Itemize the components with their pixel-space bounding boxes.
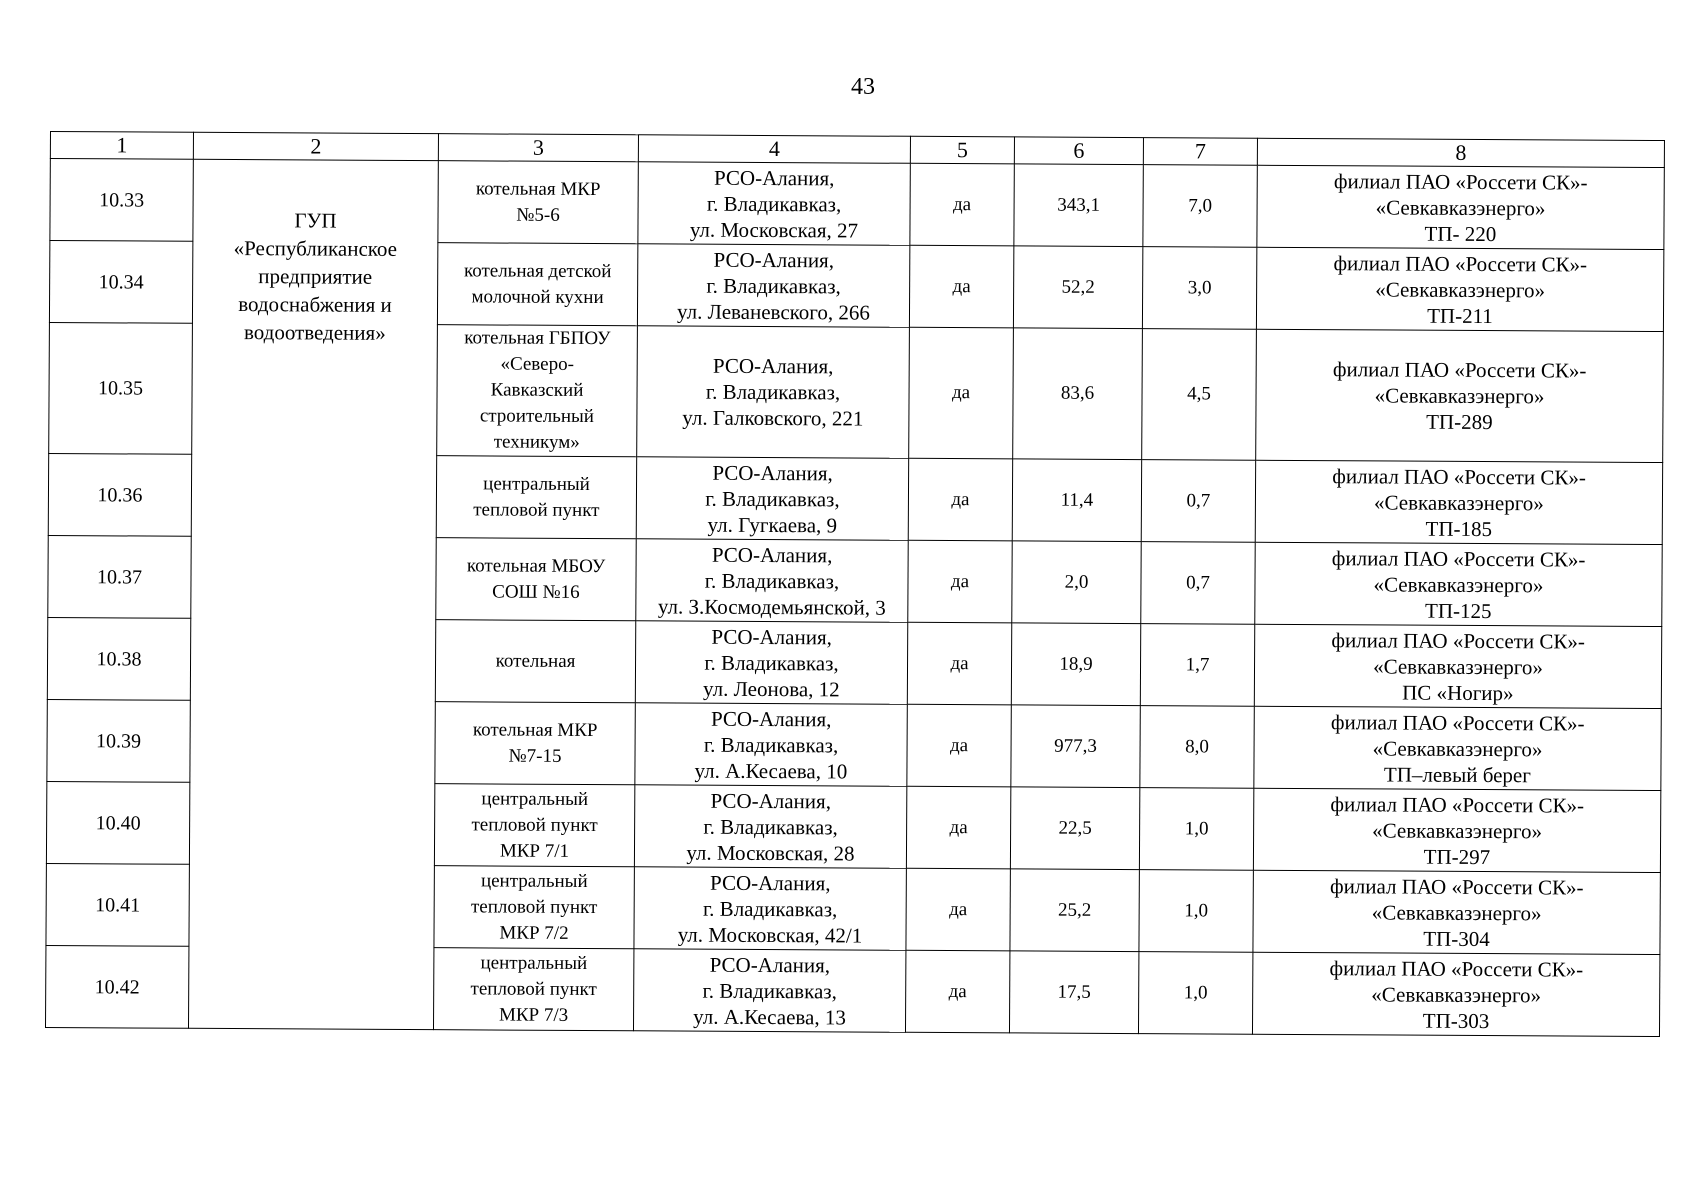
address-line: г. Владикавказ, xyxy=(704,650,839,675)
value-col7 xyxy=(1140,624,1254,707)
object-line: котельная МКР xyxy=(472,718,598,741)
address-line: ул. З.Космодемьянской, 3 xyxy=(657,593,886,620)
address-line: ул. Московская, 27 xyxy=(689,217,859,243)
object-line: №7-15 xyxy=(508,745,562,767)
value-col7 xyxy=(1141,542,1255,625)
value-col7-text: 1,0 xyxy=(1183,981,1208,1003)
table-row xyxy=(50,159,1664,250)
address-line: г. Владикавказ, xyxy=(706,191,842,216)
address-line: РСО-Алания, xyxy=(713,165,835,190)
item-number-text: 10.40 xyxy=(95,811,141,835)
object-line: СОШ №16 xyxy=(492,580,580,603)
supplier-line: ТП-185 xyxy=(1425,516,1493,541)
flag-cell xyxy=(906,786,1010,869)
object-line: Кавказский xyxy=(490,379,584,401)
column-number: 8 xyxy=(1257,138,1664,167)
address-line: ул. Московская, 42/1 xyxy=(677,922,863,948)
supplier-line: филиал ПАО «Россети СК»- xyxy=(1333,250,1588,277)
value-col7-text: 1,7 xyxy=(1185,653,1210,675)
flag-cell-text: да xyxy=(950,652,969,674)
supplier-line: «Севкавказэнерго» xyxy=(1373,571,1544,597)
address-line: РСО-Алания, xyxy=(712,353,834,379)
object-line: котельная xyxy=(495,649,576,672)
value-col7-text: 0,7 xyxy=(1186,489,1211,511)
item-number xyxy=(48,453,191,536)
value-col6-text: 83,6 xyxy=(1060,382,1095,404)
supplier xyxy=(1254,624,1661,708)
address xyxy=(636,539,908,623)
flag-cell xyxy=(907,704,1011,787)
value-col6 xyxy=(1011,623,1140,706)
object-line: МКР 7/3 xyxy=(498,1004,569,1026)
address-line: г. Владикавказ, xyxy=(702,896,838,921)
object-name xyxy=(436,456,636,539)
organization-line: водоотведения» xyxy=(243,320,386,345)
address xyxy=(635,621,907,705)
object-line: центральный xyxy=(481,787,589,810)
supplier xyxy=(1256,329,1664,462)
value-col7-text: 8,0 xyxy=(1185,735,1210,757)
value-col7-text: 7,0 xyxy=(1188,194,1213,216)
supplier-line: ТП-289 xyxy=(1426,409,1493,435)
supplier-line: ТП-125 xyxy=(1425,598,1492,623)
object-line: тепловой пункт xyxy=(473,498,600,521)
value-col7-text: 0,7 xyxy=(1186,571,1210,593)
address-line: ул. Леваневского, 266 xyxy=(677,299,870,325)
address-line: РСО-Алания, xyxy=(710,706,832,731)
value-col7 xyxy=(1143,165,1257,248)
value-col7 xyxy=(1139,870,1253,953)
address-line: РСО-Алания, xyxy=(712,460,833,485)
address-line: ул. Московская, 28 xyxy=(686,840,855,866)
object-name xyxy=(438,161,638,244)
supplier-line: «Севкавказэнерго» xyxy=(1372,817,1543,843)
address-line: г. Владикавказ, xyxy=(705,486,840,511)
flag-cell-text: да xyxy=(952,275,971,297)
value-col6 xyxy=(1013,246,1142,329)
address-line: г. Владикавказ, xyxy=(706,273,841,298)
value-col7-text: 3,0 xyxy=(1187,276,1212,298)
value-col6-text: 977,3 xyxy=(1054,735,1098,757)
flag-cell xyxy=(906,868,1010,951)
supplier-line: «Севкавказэнерго» xyxy=(1372,735,1543,761)
column-number: 5 xyxy=(910,136,1014,164)
supplier-line: филиал ПАО «Россети СК»- xyxy=(1332,357,1587,383)
supplier-line: «Севкавказэнерго» xyxy=(1375,276,1546,302)
organization-line: ГУП xyxy=(294,208,337,233)
value-col6-text: 2,0 xyxy=(1064,571,1089,593)
address-line: РСО-Алания, xyxy=(710,870,831,895)
item-number-text: 10.41 xyxy=(95,893,141,917)
supplier-line: ПС «Ногир» xyxy=(1402,680,1514,705)
supplier-line: «Севкавказэнерго» xyxy=(1371,981,1542,1007)
flag-cell xyxy=(910,163,1014,246)
address-line: РСО-Алания, xyxy=(709,952,831,977)
column-number: 2 xyxy=(193,132,438,160)
flag-cell-text: да xyxy=(951,382,971,404)
item-number-text: 10.34 xyxy=(98,270,144,294)
supplier xyxy=(1253,870,1660,954)
value-col6 xyxy=(1010,869,1139,952)
object-line: строительный xyxy=(479,405,595,428)
flag-cell-text: да xyxy=(949,816,968,838)
column-number: 1 xyxy=(50,132,193,160)
value-col7 xyxy=(1141,460,1255,543)
supplier-line: филиал ПАО «Россети СК»- xyxy=(1329,955,1584,982)
supplier-line: филиал ПАО «Россети СК»- xyxy=(1330,709,1585,736)
item-number-text: 10.42 xyxy=(94,975,140,999)
address-line: ул. А.Кесаева, 10 xyxy=(694,758,848,783)
value-col6-text: 52,2 xyxy=(1061,276,1095,298)
value-col6-text: 343,1 xyxy=(1057,194,1101,216)
value-col7 xyxy=(1140,706,1254,789)
address xyxy=(633,949,905,1033)
address xyxy=(637,326,910,459)
value-col6 xyxy=(1011,705,1140,788)
value-col6-text: 25,2 xyxy=(1057,899,1092,921)
supplier-line: филиал ПАО «Россети СК»- xyxy=(1332,463,1586,490)
object-line: центральный xyxy=(483,472,590,495)
address-line: РСО-Алания, xyxy=(713,247,835,272)
value-col7-text: 1,0 xyxy=(1184,817,1209,839)
object-line: МКР 7/1 xyxy=(499,840,570,862)
value-col7-text: 4,5 xyxy=(1187,383,1211,405)
address xyxy=(638,162,910,246)
supplier xyxy=(1255,460,1662,544)
flag-cell-text: да xyxy=(952,193,972,215)
item-number-text: 10.36 xyxy=(97,483,143,507)
flag-cell xyxy=(909,245,1013,328)
supplier-line: филиал ПАО «Россети СК»- xyxy=(1331,545,1586,572)
flag-cell-text: да xyxy=(951,488,970,510)
organization-cell xyxy=(188,159,438,1029)
object-line: центральный xyxy=(480,869,588,892)
address xyxy=(637,244,909,328)
value-col6-text: 22,5 xyxy=(1058,817,1092,839)
object-name xyxy=(437,325,638,457)
object-line: котельная МКР xyxy=(475,177,601,200)
value-col7 xyxy=(1142,329,1257,461)
value-col6 xyxy=(1009,951,1138,1034)
value-col6-text: 11,4 xyxy=(1060,489,1094,511)
object-name xyxy=(434,784,634,867)
flag-cell xyxy=(909,327,1014,459)
item-number xyxy=(50,159,193,242)
column-number: 6 xyxy=(1014,137,1143,165)
supplier xyxy=(1255,542,1662,626)
object-line: тепловой пункт xyxy=(470,895,598,918)
object-line: тепловой пункт xyxy=(470,977,597,1000)
supplier-line: филиал ПАО «Россети СК»- xyxy=(1333,168,1588,195)
registry-table xyxy=(45,131,1665,1037)
address-line: г. Владикавказ, xyxy=(704,568,840,593)
object-line: МКР 7/2 xyxy=(499,922,569,944)
object-line: котельная МБОУ xyxy=(466,554,606,577)
object-line: «Северо- xyxy=(500,353,574,375)
value-col7 xyxy=(1139,788,1253,871)
address-line: ул. Леонова, 12 xyxy=(702,676,840,701)
address-line: РСО-Алания, xyxy=(711,542,833,567)
supplier-line: «Севкавказэнерго» xyxy=(1373,653,1543,679)
object-line: тепловой пункт xyxy=(471,813,598,836)
item-number xyxy=(49,322,193,454)
item-number xyxy=(47,699,190,782)
object-line: молочной кухни xyxy=(471,285,604,308)
supplier-line: «Севкавказэнерго» xyxy=(1374,383,1545,409)
address-line: ул. Галковского, 221 xyxy=(682,405,864,431)
value-col6-text: 18,9 xyxy=(1059,653,1093,675)
flag-cell xyxy=(907,622,1011,705)
supplier-line: филиал ПАО «Россети СК»- xyxy=(1330,791,1585,818)
supplier xyxy=(1252,952,1659,1036)
supplier-line: филиал ПАО «Россети СК»- xyxy=(1331,627,1586,654)
flag-cell xyxy=(908,540,1012,623)
item-number-text: 10.39 xyxy=(96,729,142,753)
value-col7-text: 1,0 xyxy=(1184,899,1209,921)
address-line: ул. А.Кесаева, 13 xyxy=(693,1004,846,1029)
object-line: котельная детской xyxy=(463,259,612,282)
item-number-text: 10.35 xyxy=(98,377,144,400)
supplier-line: «Севкавказэнерго» xyxy=(1375,194,1546,220)
address xyxy=(634,785,906,869)
flag-cell-text: да xyxy=(948,980,967,1002)
item-number xyxy=(49,241,192,324)
object-line: котельная ГБПОУ xyxy=(464,327,611,350)
object-name xyxy=(436,538,636,621)
supplier-line: ТП-297 xyxy=(1423,844,1491,869)
address-line: г. Владикавказ, xyxy=(702,978,837,1003)
supplier-line: ТП- 220 xyxy=(1424,221,1497,246)
flag-cell-text: да xyxy=(949,734,969,756)
object-name xyxy=(435,702,635,785)
organization-line: водоснабжения и xyxy=(238,292,392,317)
value-col6 xyxy=(1013,328,1143,460)
object-line: техникум» xyxy=(493,431,580,453)
organization-line: «Республиканское xyxy=(233,236,398,261)
supplier-line: ТП-211 xyxy=(1427,303,1493,328)
value-col6 xyxy=(1012,459,1141,542)
address-line: РСО-Алания, xyxy=(711,624,832,649)
item-number xyxy=(46,781,189,864)
address-line: ул. Гугкаева, 9 xyxy=(707,512,838,537)
object-name xyxy=(435,620,635,703)
supplier xyxy=(1254,706,1661,790)
item-number xyxy=(48,535,191,618)
supplier xyxy=(1257,165,1664,249)
page-number: 43 xyxy=(851,74,875,100)
address xyxy=(635,703,907,787)
organization-line: предприятие xyxy=(258,264,373,289)
item-number-text: 10.37 xyxy=(96,565,143,589)
column-number: 4 xyxy=(638,135,910,164)
flag-cell xyxy=(905,950,1009,1033)
value-col7 xyxy=(1138,952,1252,1035)
flag-cell xyxy=(908,458,1012,541)
object-line: №5-6 xyxy=(516,204,560,226)
value-col6 xyxy=(1012,541,1141,624)
object-name xyxy=(437,243,637,326)
object-line: центральный xyxy=(480,951,588,974)
supplier-line: филиал ПАО «Россети СК»- xyxy=(1329,873,1584,900)
address-line: РСО-Алания, xyxy=(710,788,832,813)
supplier-line: ТП-303 xyxy=(1422,1008,1490,1033)
supplier-line: ТП-304 xyxy=(1423,926,1490,951)
item-number-text: 10.33 xyxy=(99,188,145,212)
address xyxy=(636,457,908,541)
object-name xyxy=(434,866,634,949)
flag-cell-text: да xyxy=(949,898,968,920)
item-number xyxy=(47,617,190,700)
supplier-line: «Севкавказэнерго» xyxy=(1371,899,1542,925)
flag-cell-text: да xyxy=(950,570,970,592)
value-col6 xyxy=(1010,787,1139,870)
supplier xyxy=(1256,247,1663,331)
supplier-line: «Севкавказэнерго» xyxy=(1373,489,1544,515)
value-col6 xyxy=(1014,164,1143,247)
column-number: 7 xyxy=(1143,138,1257,166)
object-name xyxy=(433,948,633,1031)
address-line: г. Владикавказ, xyxy=(703,814,838,839)
value-col7 xyxy=(1142,247,1256,330)
item-number-text: 10.38 xyxy=(96,647,142,671)
address-line: г. Владикавказ, xyxy=(705,379,841,405)
item-number xyxy=(45,945,188,1028)
address-line: г. Владикавказ, xyxy=(703,732,839,757)
supplier xyxy=(1253,788,1660,872)
column-number: 3 xyxy=(438,134,638,162)
address xyxy=(634,867,906,951)
value-col6-text: 17,5 xyxy=(1057,981,1091,1003)
supplier-line: ТП–левый берег xyxy=(1383,761,1531,787)
item-number xyxy=(46,863,189,946)
